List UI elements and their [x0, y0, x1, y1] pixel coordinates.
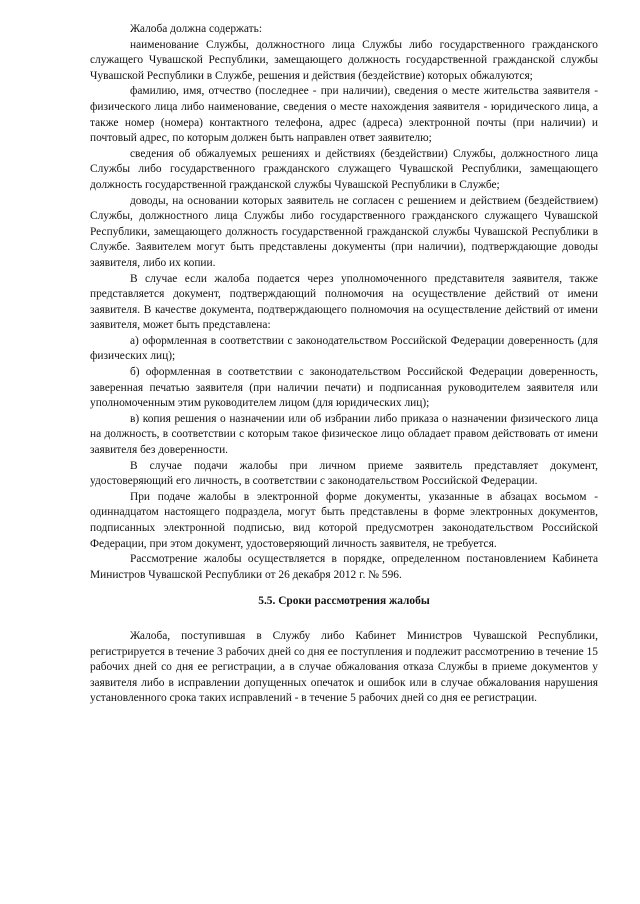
- document-page: [90, 22, 598, 707]
- paragraph-appealed-decisions: сведения об обжалуемых решениях и действиях (бездействии) Службы, должностного лица Службы либо государственного гражданского служащего Чувашской Республики, замещающего должность государственной гражданской службы Чувашской Республики в Службе;: [90, 147, 598, 191]
- paragraph-review-procedure: Рассмотрение жалобы осуществляется в порядке, определенном постановлением Кабинета Министров Чувашской Республики от 26 декабря 2012 г. № 596.: [90, 553, 598, 581]
- paragraph-item-a: а) оформленная в соответствии с законодательством Российской Федерации доверенность (для физических лиц);: [90, 334, 598, 363]
- paragraph-personal-reception: В случае подачи жалобы при личном приеме заявитель представляет документ, удостоверяющий его личность, в соответствии с законодательством Российской Федерации.: [90, 459, 598, 488]
- paragraph-representative: В случае если жалоба подается через уполномоченного представителя заявителя, также представляется документ, подтверждающий полномочия на осуществление действий от имени заявителя. В качестве документа, подтверждающего полномочия на осуществление действий от имени заявителя, может быть представлена:: [90, 272, 598, 332]
- paragraph-applicant-details: фамилию, имя, отчество (последнее - при наличии), сведения о месте жительства заявителя - физического лица либо наименование, сведения о месте нахождения заявителя - юридического лица, а также номер (номера) контактного телефона, адрес (адреса) электронной почты (при наличии) и почтовый адрес, по которым должен быть направлен ответ заявителю;: [90, 85, 598, 145]
- paragraph-complaint-contents-intro: Жалоба должна содержать:: [130, 23, 262, 35]
- paragraph-electronic-form: При подаче жалобы в электронной форме документы, указанные в абзацах восьмом - одиннадцатом настоящего подраздела, могут быть представлены в форме электронных документов, подписанных электронной подписью, вид которой предусмотрен законодательством Российской Федерации, при этом документ, удостоверяющий личность заявителя, не требуется.: [90, 490, 598, 550]
- paragraph-item-c: в) копия решения о назначении или об избрании либо приказа о назначении физического лица на должность, в соответствии с которым такое физическое лицо обладает правом действовать от имени заявителя без доверенности.: [90, 412, 598, 457]
- paragraph-service-name: наименование Службы, должностного лица Службы либо государственного гражданского служащего Чувашской Республики, замещающего должность государственной гражданской службы Чувашской Республики в Службе, решения и действия (бездействие) которых обжалуются;: [90, 38, 598, 82]
- paragraph-item-b: б) оформленная в соответствии с законодательством Российской Федерации доверенность, заверенная печатью заявителя (при наличии печати) и подписанная руководителем заявителя или уполномоченным этим руководителем лицом (для юридических лиц);: [90, 366, 598, 410]
- section-heading: 5.5. Сроки рассмотрения жалобы: [258, 595, 430, 608]
- paragraph-review-terms: Жалоба, поступившая в Службу либо Кабинет Министров Чувашской Республики, регистрируется в течение 3 рабочих дней со дня ее поступления и подлежит рассмотрению в течение 15 рабочих дней со дня ее регистрации, а в случае обжалования отказа Службы в приеме документов у заявителя либо в исправлении допущенных опечаток и ошибок или в случае обжалования нарушения установленного срока таких исправлений - в течение 5 рабочих дней со дня ее регистрации.: [90, 629, 598, 705]
- paragraph-arguments: доводы, на основании которых заявитель не согласен с решением и действием (бездействием) Службы, должностного лица Службы либо государственного гражданского служащего Чувашской Республики, замещающего должность государственной гражданской службы Чувашской Республики в Службе. Заявителем могут быть представлены документы (при наличии), подтверждающие доводы заявителя, либо их копии.: [90, 194, 598, 269]
